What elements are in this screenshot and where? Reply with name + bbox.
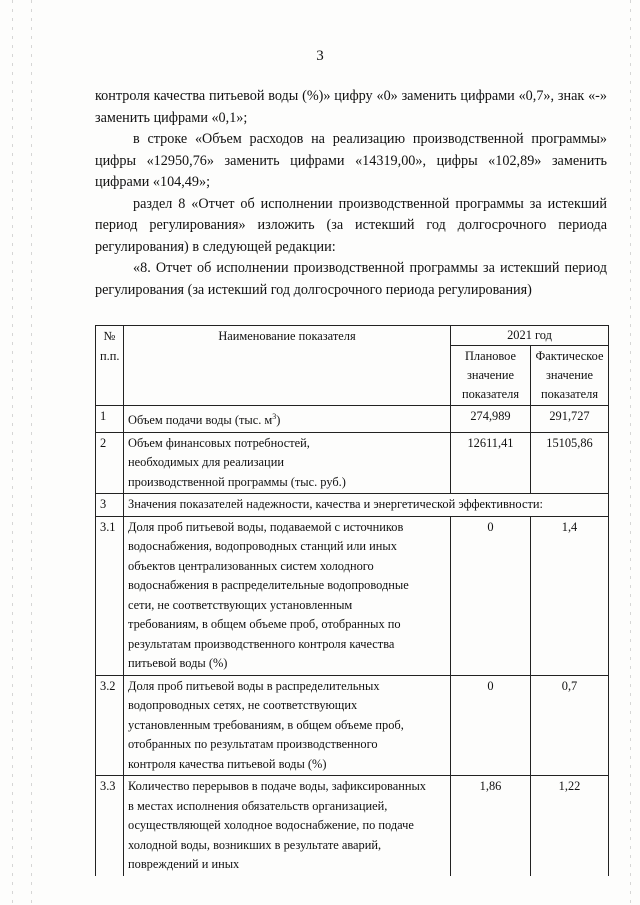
table-header-row	[96, 326, 609, 346]
row-name: Количество перерывов в подаче воды, зафиксированных в местах исполнения обязательств организацией, осуществляющей холодное водоснабжение, по подаче холодной воды, возникших в результате аварий, повреждений и иных	[124, 776, 451, 876]
table-row	[96, 406, 609, 433]
row-num: 3.2	[96, 675, 124, 776]
row-num: 3.1	[96, 516, 124, 675]
row-actual: 291,727	[531, 406, 609, 433]
row-actual: 0,7	[531, 675, 609, 776]
header-name: Наименование показателя	[124, 326, 451, 406]
table-row	[96, 494, 609, 517]
table-row	[96, 776, 609, 876]
paragraph-1: контроля качества питьевой воды (%)» цифру «0» заменить цифрами «0,7», знак «-» заменить цифрами «0,1»;	[95, 88, 607, 126]
row-num: 2	[96, 432, 124, 494]
row-planned: 1,86	[451, 776, 531, 876]
header-actual: Фактическое значение показателя	[531, 346, 609, 406]
table-row	[96, 516, 609, 675]
table-row	[96, 675, 609, 776]
row-name: Объем подачи воды (тыс. $м^3$)	[124, 406, 451, 433]
row-name: Доля проб питьевой воды, подаваемой с источников водоснабжения, водопроводных станций или иных объектов централизованных систем холодного водоснабжения в распределительные водопроводные сети, не соответствующих установленным требованиям, в общем объеме проб, отобранных по результатам производственного контроля качества питьевой воды (%)	[124, 516, 451, 675]
scan-artifact-line	[12, 0, 13, 905]
row-num: 1	[96, 406, 124, 433]
page-number: 3	[316, 48, 324, 64]
row-actual: 15105,86	[531, 432, 609, 494]
row-planned: 12611,41	[451, 432, 531, 494]
row-planned: 0	[451, 516, 531, 675]
row-actual: 1,4	[531, 516, 609, 675]
row-num: 3	[96, 494, 124, 517]
scan-artifact-line	[31, 0, 32, 905]
paragraph-4: «8. Отчет об исполнении производственной программы за истекший период регулирования (за истекший год долгосрочного периода регулирования)	[95, 260, 607, 298]
row-planned: 274,989	[451, 406, 531, 433]
header-num: № п.п.	[96, 326, 124, 406]
table-row	[96, 432, 609, 494]
body-text	[95, 86, 607, 301]
row-actual: 1,22	[531, 776, 609, 876]
header-year: 2021 год	[451, 326, 609, 346]
scan-artifact-line	[630, 0, 631, 905]
row-name: Объем финансовых потребностей, необходимых для реализации производственной программы (тыс. руб.)	[124, 432, 451, 494]
paragraph-3: раздел 8 «Отчет об исполнении производственной программы за истекший период регулирования» изложить (за истекший год долгосрочного периода регулирования) в следующей редакции:	[95, 195, 607, 255]
row-name: Значения показателей надежности, качества и энергетической эффективности:	[124, 494, 609, 517]
row-name: Доля проб питьевой воды в распределительных водопроводных сетях, не соответствующих установленным требованиям, в общем объеме проб, отобранных по результатам производственного контроля качества питьевой воды (%)	[124, 675, 451, 776]
header-planned: Плановое значение показателя	[451, 346, 531, 406]
row-planned: 0	[451, 675, 531, 776]
row-num: 3.3	[96, 776, 124, 876]
superscript: 3	[272, 412, 277, 421]
paragraph-2: в строке «Объем расходов на реализацию производственной программы» цифры «12950,76» заменить цифрами «14319,00», цифры «102,89» заменить цифрами «104,49»;	[95, 131, 607, 190]
report-table	[95, 325, 609, 876]
